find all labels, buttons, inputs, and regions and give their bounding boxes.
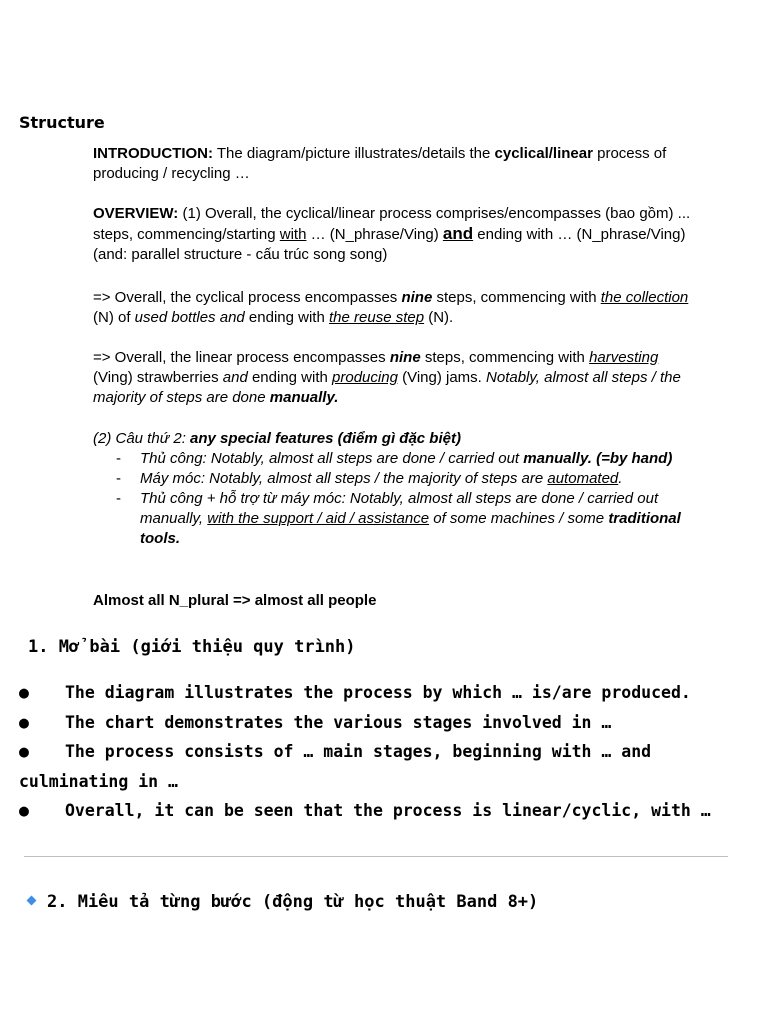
almost-all-note: [93, 591, 693, 611]
feature-3-support: with the support / aid / assistance: [207, 510, 430, 527]
ex2-text-3: (Ving) strawberries: [93, 369, 223, 386]
introduction-paragraph: [93, 144, 693, 184]
feature-item-mixed: [116, 489, 693, 549]
features-bold: any special features (điểm gì đặc biệt): [190, 430, 461, 447]
structure-heading: Structure: [19, 113, 105, 132]
ex1-text-2: steps, commencing with: [432, 289, 601, 306]
ex1-text-5: (N).: [424, 309, 454, 326]
bullet-text: The process consists of … main stages, beginning with … and culminating in …: [19, 742, 652, 791]
overview-label: OVERVIEW:: [93, 205, 179, 222]
ex2-notably: Notably, almost all steps / the majority of steps are done: [93, 369, 681, 406]
bullet-text: The chart demonstrates the various stages involved in …: [65, 712, 612, 732]
ex1-text-4: ending with: [244, 309, 329, 326]
ex2-harvesting: harvesting: [589, 349, 659, 366]
diamond-bullet-icon: [27, 896, 37, 906]
ex1-reuse-step: the reuse step: [329, 309, 425, 326]
feature-3-text: Thủ công + hỗ trợ từ máy móc: Notably, almost all steps are done / carried out manually,: [140, 490, 659, 527]
bullet-item: [19, 708, 719, 738]
feature-3-text-2: of some machines / some: [429, 510, 609, 527]
bullet-dot: ●: [19, 742, 29, 761]
overview-text-3: ending with … (N_phrase/Ving) (and: parallel structure - cấu trúc song song): [93, 226, 686, 263]
feature-item-manual: [116, 449, 693, 469]
features-lead: (2) Câu thứ 2:: [93, 430, 191, 447]
bullet-item: [19, 796, 719, 826]
features-section: [93, 429, 693, 549]
bullet-text: Overall, it can be seen that the process is linear/cyclic, with …: [65, 801, 711, 820]
ex2-producing: producing: [332, 369, 398, 386]
bullet-item: [19, 678, 719, 708]
ex2-nine: nine: [389, 349, 421, 366]
ex1-the-collection: the collection: [600, 289, 689, 306]
bullet-dot: ●: [19, 683, 29, 702]
almost-all-text: Almost all N_plural => almost all people: [93, 592, 377, 609]
ex2-text-5: (Ving) jams.: [397, 369, 487, 386]
ex2-and: and: [222, 369, 248, 386]
ex2-manually: manually.: [269, 389, 339, 406]
feature-3-bold: traditional tools.: [140, 510, 681, 547]
feature-2-end: .: [618, 470, 623, 487]
ex2-text-4: ending with: [247, 369, 333, 386]
ex1-text-1: => Overall, the cyclical process encompasses: [93, 289, 402, 306]
bullet-dot: ●: [19, 801, 29, 820]
ex2-text-2: steps, commencing with: [420, 349, 590, 366]
intro-sentences-list: [19, 678, 719, 826]
intro-text-2: process of producing / recycling …: [93, 145, 667, 182]
section-2-title-text: 2. Miêu tả từng bước (động từ học thuật Band 8+): [47, 892, 539, 912]
horizontal-divider: [24, 856, 728, 857]
feature-1-bold: manually. (=by hand): [523, 450, 673, 467]
cyclical-example: [93, 288, 693, 328]
section-1-title: 1. Mở bài (giới thiệu quy trình): [28, 637, 356, 657]
feature-1-text: Thủ công: Notably, almost all steps are done / carried out: [140, 450, 524, 467]
feature-item-machine: [116, 469, 693, 489]
ex1-used-bottles: used bottles and: [134, 309, 245, 326]
linear-example: [93, 348, 693, 408]
overview-with: with: [279, 226, 307, 243]
overview-text-2: … (N_phrase/Ving): [306, 226, 443, 243]
intro-bold: cyclical/linear: [494, 145, 593, 162]
bullet-text: The diagram illustrates the process by which … is/are produced.: [65, 683, 691, 702]
intro-text-1: The diagram/picture illustrates/details the: [213, 145, 495, 162]
feature-2-automated: automated: [547, 470, 619, 487]
overview-and: and: [442, 224, 474, 243]
bullet-dot: ●: [19, 712, 29, 732]
ex1-nine: nine: [401, 289, 433, 306]
features-list: [93, 449, 693, 549]
overview-text-1: (1) Overall, the cyclical/linear process comprises/encompasses (bao gồm) ... steps, commencing/starting: [93, 205, 691, 243]
feature-2-text: Máy móc: Notably, almost all steps / the majority of steps are: [140, 470, 548, 487]
ex1-text-3: (N) of: [93, 309, 135, 326]
bullet-item: [19, 737, 719, 796]
ex2-text-1: => Overall, the linear process encompasses: [93, 349, 390, 366]
section-2-title: [28, 892, 538, 912]
overview-paragraph: [93, 204, 693, 265]
introduction-label: INTRODUCTION:: [93, 145, 213, 162]
